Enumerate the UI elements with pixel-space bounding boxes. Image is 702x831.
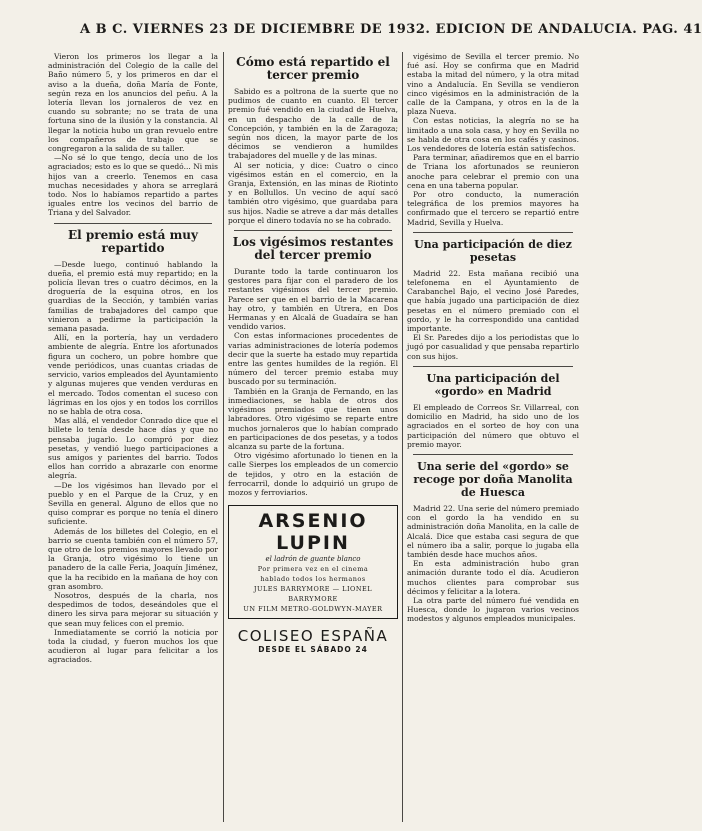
section-heading: Cómo está repartido el tercer premio bbox=[236, 55, 390, 82]
theater-name: COLISEO ESPAÑA bbox=[237, 627, 389, 646]
column-divider bbox=[223, 52, 224, 822]
ad-line: JULES BARRYMORE — LIONEL BARRYMORE bbox=[253, 585, 373, 604]
divider bbox=[413, 454, 573, 455]
paragraph: El empleado de Correos Sr. Villarreal, con domicilio en Madrid, ha sido uno de los agraciados en el sorteo de hoy con una participación del número que obtuvo el premio mayor. bbox=[407, 402, 579, 449]
paragraph: Madrid 22. Esta mañana recibió una telefonema en el Ayuntamiento de Carabanchel Bajo, el vecino José Paredes, que había jugado una participación de diez pesetas en el número premiado con el gordo, y le ha correspondido una cantidad importante. bbox=[407, 268, 579, 334]
paragraph: Además de los billetes del Colegio, en el barrio se cuenta también con el número 57, que otro de los premios mayores llevado por la Granja, otro vigésimo lo tiene un panadero de la calle Feria, Joaquín Jiménez, que la ha recibido en la mañana de hoy con gran asombro. bbox=[48, 526, 218, 591]
paragraph: —No sé lo que tengo, decía uno de los agraciados; esto es lo que se quedó... Ni mis hijos van a creerlo. Tenemos en casa muchas necesidades y ahora se arreglará todo. Nos lo habíamos repartido a partes iguales entre los vecinos del barrio de Triana y del Salvador. bbox=[48, 153, 218, 218]
paragraph: Por otro conducto, la numeración telegráfica de los premios mayores ha confirmado que el tercero se repartió entre Madrid, Sevilla y Huelva. bbox=[407, 190, 579, 227]
column-2 bbox=[228, 52, 398, 822]
section-heading: Los vigésimos restantes del tercer premio bbox=[232, 235, 394, 263]
paragraph: Allí, en la portería, hay un verdadero ambiente de alegría. Entre los afortunados figura un cochero, un pobre hombre que vende periódicos, unas cuantas criadas de servicio, varios empleados del Ayuntamiento y algunas mujeres que venden verduras en el mercado. Todos comentan el suceso con lágrimas en los ojos y en todos los corrillos no se habla de otra cosa. bbox=[48, 333, 218, 416]
ad-line: hablado todos los hermanos bbox=[260, 575, 366, 584]
column-3 bbox=[407, 52, 579, 822]
paragraph: Madrid 22. Una serie del número premiado con el gordo la ha vendido en su administración doña Manolita, en la calle de Alcalá. Dice que estaba casi segura de que el número iba a salir, porque lo jugaba ella también desde hace muchos años. bbox=[407, 503, 579, 559]
paragraph: Con estas noticias, la alegría no se ha limitado a una sola casa, y hoy en Sevilla no se habla de otra cosa en los cafés y casinos. Los vendedores de lotería están satisfechos. bbox=[407, 116, 579, 154]
theater-date: DESDE EL SÁBADO 24 bbox=[258, 645, 368, 655]
column-divider bbox=[402, 52, 403, 822]
paragraph: Mas allá, el vendedor Conrado dice que el billete lo tenía desde hace días y que no pensaba jugarlo. Lo compró por diez pesetas, y vendió luego participaciones a sus amigos y parientes del barrio. Todos ellos han corrido a abrazarle con enorme alegría. bbox=[48, 416, 218, 481]
section-heading: Una participación de diez pesetas bbox=[414, 237, 572, 264]
header-text: A B C. VIERNES 23 DE DICIEMBRE DE 1932. EDICION DE ANDALUCIA. PAG. 41 bbox=[80, 22, 702, 37]
section-heading: Una serie del «gordo» se recoge por doña Manolita de Huesca bbox=[413, 459, 573, 499]
divider bbox=[54, 223, 212, 224]
advertisement bbox=[228, 505, 398, 619]
divider bbox=[413, 366, 573, 367]
paragraph: Vieron los primeros los llegar a la administración del Colegio de la calle del Baño número 5, y los primeros en dar el aviso a la dueña, doña María de Fonte, según reza en los anuncios del peñu. A la lotería llevan los jornaleros de vez en cuando su sobrante; no se trata de una fortuna sino de la ilusión y la constancia. Al llegar la noticia hubo un gran revuelo entre los compañeros de trabajo que se congregaron a la salida de su taller. bbox=[48, 52, 218, 154]
paragraph: Sabido es a poltrona de la suerte que no pudimos de cuanto en cuanto. El tercer premio fué vendido en la ciudad de Huelva, en un despacho de la calle de la Concepción, y también en la de Zaragoza; según nos dicen, la mayor parte de los décimos se vendieron a humildes trabajadores del muelle y de las minas. bbox=[228, 87, 398, 161]
divider bbox=[413, 232, 573, 233]
paragraph: Nosotros, después de la charla, nos despedimos de todos, deseándoles que el dinero les sirva para mejorar su situación y que sean muy felices con el premio. bbox=[48, 590, 218, 628]
paragraph: Durante todo la tarde continuaron los gestores para fijar con el paradero de los restantes vigésimos del tercer premio. Parece ser que en el barrio de la Macarena hay otro, y también en Utrera, en Dos Hermanas y en Alcalá de Guadaíra se han vendido varios. bbox=[228, 267, 398, 332]
paragraph: También en la Granja de Fernando, en las inmediaciones, se habla de otros dos vigésimos premiados que tienen unos labradores. Otro vigésimo se reparte entre muchos jornaleros que lo habían comprado en participaciones de dos pesetas, y a todos alcanza su parte de la fortuna. bbox=[228, 386, 398, 451]
paragraph: Al ser noticia, y dice: Cuatro o cinco vigésimos están en el comercio, en la Granja, Extensión, en las minas de Riotinto y en Bollullos. Un vecino de aquí sacó también otro vigésimo, que guardaba para sus hijos. Nadie se atreve a dar más detalles porque el dinero todavía no se ha cobrado. bbox=[228, 160, 398, 225]
section-heading: Una participación del «gordo» en Madrid bbox=[426, 371, 560, 398]
page-header bbox=[0, 0, 702, 40]
paragraph: vigésimo de Sevilla el tercer premio. No fué así. Hoy se confirma que en Madrid estaba la mitad del número, y la otra mitad vino a Andalucía. En Sevilla se vendieron cinco vigésimos en la administración de la calle de la Campana, y otros en la de la plaza Nueva. bbox=[407, 52, 579, 117]
paragraph: —Desde luego, continuó hablando la dueña, el premio está muy repartido; en la policía llevan tres o cuatro décimos, en la droguería de la esquina otros, en los guardias de la Sección, y también varias familias de trabajadores del campo que vinieron a pedirme la participación la semana pasada. bbox=[48, 259, 218, 334]
ad-line: UN FILM METRO-GOLDWYN-MAYER bbox=[243, 605, 383, 614]
section-heading: El premio está muy repartido bbox=[68, 227, 198, 255]
divider bbox=[234, 230, 392, 231]
paragraph: —De los vigésimos han llevado por el pueblo y en el Parque de la Cruz, y en Sevilla en general. Alguno de ellos que no quiso comprar es porque no tenía el dinero suficiente. bbox=[48, 480, 218, 527]
paragraph: Para terminar, añadiremos que en el barrio de Triana los afortunados se reunieron anoche para celebrar el premio con una cena en una taberna popular. bbox=[407, 153, 579, 190]
paragraph: En esta administración hubo gran animación durante todo el día. Acudieron muchos clientes para comprobar sus décimos y felicitar a la lotera. bbox=[407, 559, 579, 596]
paragraph: El Sr. Paredes dijo a los periodistas que lo jugó por casualidad y que pensaba repartirlo con sus hijos. bbox=[407, 333, 579, 361]
paragraph: Inmediatamente se corrió la noticia por toda la ciudad, y fueron muchos los que acudieron al lugar para felicitar a los agraciados. bbox=[48, 627, 218, 665]
ad-title: ARSENIO LUPIN bbox=[258, 510, 368, 555]
paragraph: Con estas informaciones procedentes de varias administraciones de lotería podemos decir que la suerte ha estado muy repartida entre las gentes humildes de la región. El número del tercer premio estaba muy buscado por su terminación. bbox=[228, 331, 398, 387]
ad-line: Por primera vez en el cinema bbox=[257, 565, 369, 574]
column-1 bbox=[48, 52, 218, 822]
paragraph: Otro vigésimo afortunado lo tienen en la calle Sierpes los empleados de un comercio de tejidos, y otro en la estación de ferrocarril, donde lo adquirió un grupo de mozos y ferroviarios. bbox=[228, 451, 398, 497]
ad-subtitle: el ladrón de guante blanco bbox=[265, 555, 361, 564]
paragraph: La otra parte del número fué vendida en Huesca, donde lo jugaron varios vecinos modestos y algunos empleados municipales. bbox=[407, 595, 579, 624]
